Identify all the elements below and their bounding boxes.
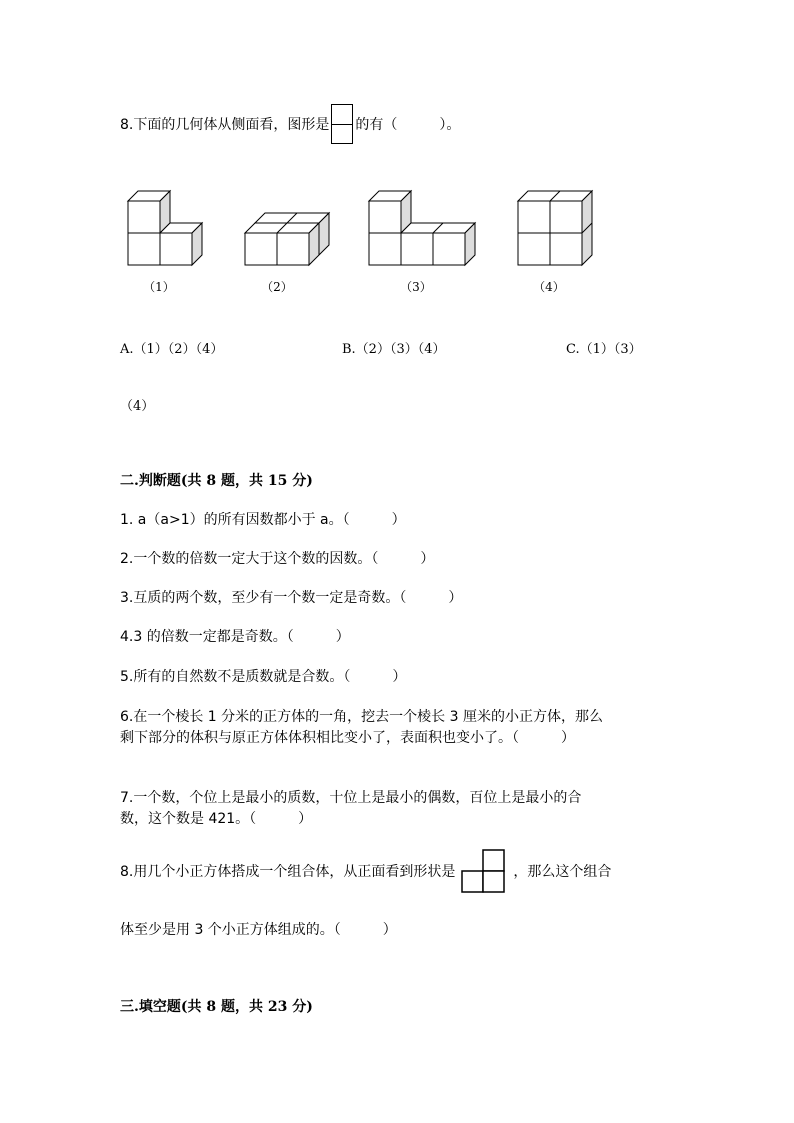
- judgement-item-8-prefix: 8.用几个小正方体搭成一个组合体，从正面看到形状是: [120, 864, 456, 880]
- judgement-item-continued: 剩下部分的体积与原正方体体积相比变小了，表面积也变小了。（ ）: [120, 730, 575, 746]
- figure-4-cubes: [516, 186, 596, 268]
- figure-4-caption: （4）: [533, 280, 565, 294]
- figure-3-cubes: [367, 186, 479, 268]
- judgement-item: 1. a（a>1）的所有因数都小于 a。（ ）: [120, 512, 406, 528]
- question-8-prefix: 8.下面的几何体从侧面看，图形是: [120, 117, 330, 133]
- figure-2-caption: （2）: [261, 280, 293, 294]
- judgement-item: 3.互质的两个数，至少有一个数一定是奇数。（ ）: [120, 590, 463, 606]
- question-8-line: [120, 104, 460, 144]
- figure-1-cubes: [126, 186, 206, 268]
- section-2-heading: 二.判断题(共 8 题，共 15 分): [120, 473, 313, 489]
- judgement-item-continued: 数，这个数是 421。（ ）: [120, 811, 313, 827]
- judgement-item: 4.3 的倍数一定都是奇数。（ ）: [120, 629, 350, 645]
- front-view-icon: [459, 848, 509, 894]
- figure-2-cubes: [243, 210, 333, 268]
- option-a[interactable]: A.（1）（2）（4）: [120, 342, 224, 357]
- judgement-item-8-line2: 体至少是用 3 个小正方体组成的。（ ）: [120, 922, 397, 938]
- judgement-item-8-line: [120, 849, 611, 893]
- figure-1-caption: （1）: [143, 280, 175, 294]
- judgement-item: 5.所有的自然数不是质数就是合数。（ ）: [120, 669, 407, 685]
- judgement-item-8-suffix: ，那么这个组合: [513, 864, 612, 880]
- side-view-icon: [331, 104, 353, 144]
- option-b[interactable]: B.（2）（3）（4）: [342, 342, 446, 357]
- option-c[interactable]: C.（1）（3）: [566, 342, 642, 357]
- judgement-item: 6.在一个棱长 1 分米的正方体的一角，挖去一个棱长 3 厘米的小正方体，那么: [120, 709, 603, 725]
- judgement-item: 7.一个数，个位上是最小的质数，十位上是最小的偶数，百位上是最小的合: [120, 790, 582, 806]
- judgement-item: 2.一个数的倍数一定大于这个数的因数。（ ）: [120, 551, 435, 567]
- figure-3-caption: （3）: [400, 280, 432, 294]
- option-c-continued: （4）: [120, 399, 155, 414]
- question-8-suffix: 的有（ ）。: [355, 117, 461, 133]
- section-3-heading: 三.填空题(共 8 题，共 23 分): [120, 999, 313, 1015]
